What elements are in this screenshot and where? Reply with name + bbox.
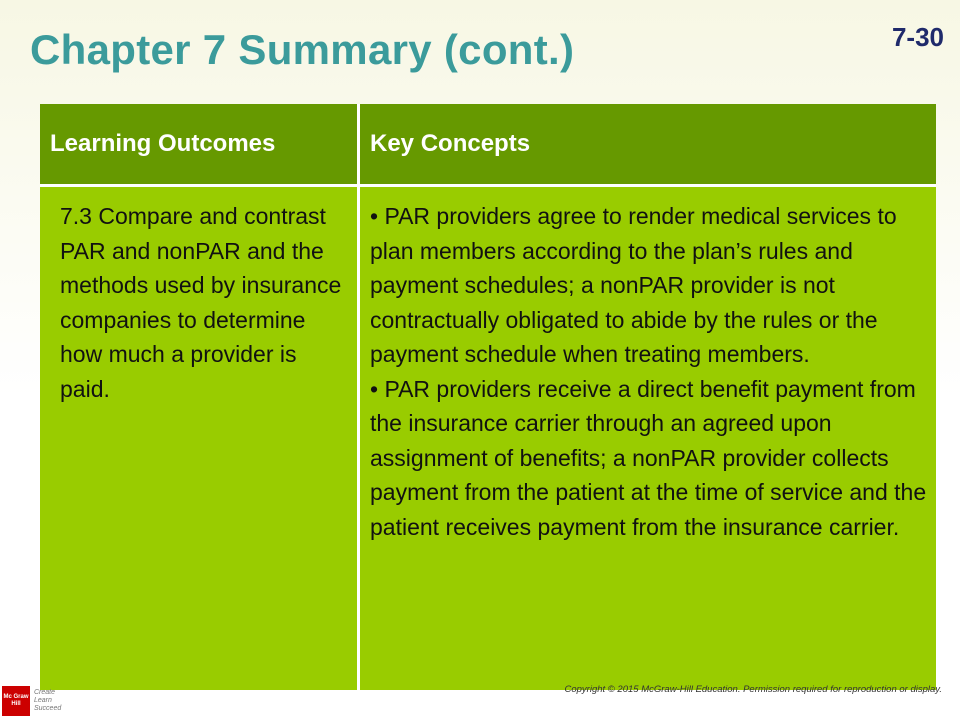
slide-number: 7-30 [891, 22, 944, 52]
publisher-logo [2, 686, 61, 716]
tagline-word: Learn [34, 697, 52, 704]
learning-outcome-cell [40, 187, 360, 690]
key-concept-item: • PAR providers receive a direct benefit payment from the insurance carrier through an agreed upon assignment of benefits; a nonPAR provider collects payment from the patient at the time of service and the patient receives payment from the insurance carrier. [370, 375, 927, 540]
summary-table [40, 104, 936, 690]
learning-outcome-text: 7.3 Compare and contrast PAR and nonPAR and the methods used by insurance companies to determine how much a provider is paid. [60, 203, 342, 402]
logo-tagline [34, 689, 61, 713]
header-learning-outcomes: Learning Outcomes [40, 104, 360, 187]
key-concept-item: • PAR providers agree to render medical services to plan members according to the plan’s rules and payment schedules; a nonPAR provider is not contractually obligated to abide by the rules or the payment schedule when treating members. [370, 203, 897, 367]
tagline-word: Succeed [34, 705, 62, 712]
mcgraw-hill-logo-icon: Mc Graw Hill [2, 686, 30, 716]
slide-title: Chapter 7 Summary (cont.) [30, 26, 575, 73]
tagline-word: Create [34, 689, 56, 696]
key-concepts-cell [360, 187, 936, 690]
copyright-notice: Copyright © 2015 McGraw-Hill Education. Permission required for reproduction or display. [564, 684, 942, 695]
header-key-concepts: Key Concepts [360, 104, 936, 187]
